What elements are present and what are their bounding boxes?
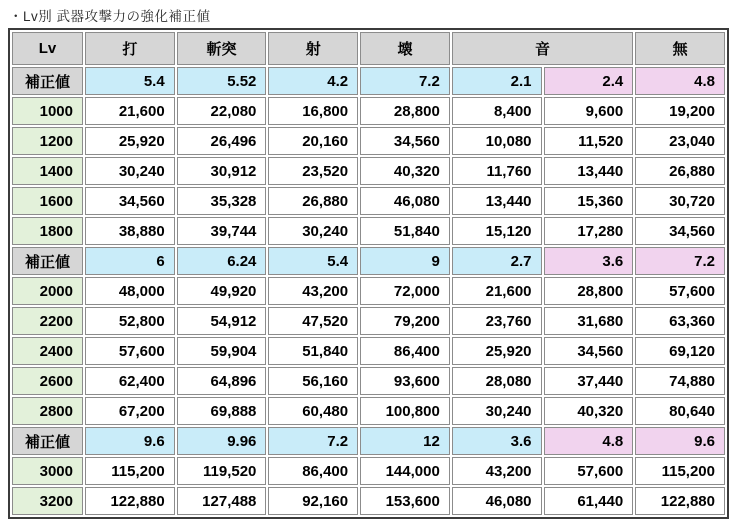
value-cell: 28,080 [452,367,542,395]
lv-cell: 3000 [12,457,83,485]
hosei-value: 5.4 [85,67,175,95]
value-cell: 34,560 [544,337,634,365]
table-row [12,397,725,425]
table-row [12,487,725,515]
hosei-value: 9.6 [635,427,725,455]
value-cell: 61,440 [544,487,634,515]
value-cell: 115,200 [635,457,725,485]
value-cell: 115,200 [85,457,175,485]
value-cell: 30,240 [85,157,175,185]
value-cell: 23,040 [635,127,725,155]
value-cell: 21,600 [85,97,175,125]
hosei-value: 2.7 [452,247,542,275]
hosei-value: 7.2 [268,427,358,455]
table-row [12,307,725,335]
table-row [12,187,725,215]
value-cell: 20,160 [268,127,358,155]
value-cell: 9,600 [544,97,634,125]
value-cell: 21,600 [452,277,542,305]
hosei-value: 4.2 [268,67,358,95]
table-row [12,97,725,125]
value-cell: 34,560 [635,217,725,245]
lv-cell: 1000 [12,97,83,125]
hosei-value: 9.96 [177,427,267,455]
header-break: 壊 [360,32,450,65]
value-cell: 35,328 [177,187,267,215]
value-cell: 64,896 [177,367,267,395]
page-title: ・Lv別 武器攻撃力の強化補正値 [9,9,211,24]
header-shoot: 射 [268,32,358,65]
table-row [12,277,725,305]
value-cell: 40,320 [360,157,450,185]
value-cell: 22,080 [177,97,267,125]
enhancement-table [8,28,729,519]
value-cell: 28,800 [360,97,450,125]
value-cell: 51,840 [360,217,450,245]
value-cell: 57,600 [635,277,725,305]
hosei-value: 6 [85,247,175,275]
hosei-value: 12 [360,427,450,455]
value-cell: 23,520 [268,157,358,185]
table-row [12,157,725,185]
value-cell: 100,800 [360,397,450,425]
value-cell: 80,640 [635,397,725,425]
hosei-value: 5.4 [268,247,358,275]
value-cell: 47,520 [268,307,358,335]
hosei-value: 2.4 [544,67,634,95]
value-cell: 40,320 [544,397,634,425]
lv-cell: 2200 [12,307,83,335]
value-cell: 31,680 [544,307,634,335]
value-cell: 153,600 [360,487,450,515]
value-cell: 144,000 [360,457,450,485]
value-cell: 69,888 [177,397,267,425]
value-cell: 34,560 [85,187,175,215]
hosei-label: 補正値 [12,247,83,275]
value-cell: 11,520 [544,127,634,155]
value-cell: 26,880 [635,157,725,185]
value-cell: 86,400 [268,457,358,485]
value-cell: 49,920 [177,277,267,305]
value-cell: 92,160 [268,487,358,515]
hosei-value: 2.1 [452,67,542,95]
value-cell: 48,000 [85,277,175,305]
value-cell: 15,120 [452,217,542,245]
value-cell: 15,360 [544,187,634,215]
value-cell: 19,200 [635,97,725,125]
hosei-value: 9 [360,247,450,275]
value-cell: 122,880 [85,487,175,515]
value-cell: 30,912 [177,157,267,185]
header-sound: 音 [452,32,633,65]
value-cell: 54,912 [177,307,267,335]
lv-cell: 1600 [12,187,83,215]
hosei-value: 4.8 [635,67,725,95]
value-cell: 119,520 [177,457,267,485]
lv-cell: 2800 [12,397,83,425]
value-cell: 13,440 [452,187,542,215]
hosei-row [12,247,725,275]
value-cell: 56,160 [268,367,358,395]
value-cell: 8,400 [452,97,542,125]
value-cell: 23,760 [452,307,542,335]
value-cell: 62,400 [85,367,175,395]
hosei-label: 補正値 [12,67,83,95]
table-row [12,337,725,365]
hosei-value: 5.52 [177,67,267,95]
value-cell: 63,360 [635,307,725,335]
value-cell: 43,200 [452,457,542,485]
value-cell: 74,880 [635,367,725,395]
page [0,5,736,519]
value-cell: 122,880 [635,487,725,515]
hosei-value: 9.6 [85,427,175,455]
value-cell: 52,800 [85,307,175,335]
hosei-label: 補正値 [12,427,83,455]
hosei-value: 3.6 [544,247,634,275]
value-cell: 13,440 [544,157,634,185]
lv-cell: 2600 [12,367,83,395]
table-row [12,457,725,485]
value-cell: 17,280 [544,217,634,245]
value-cell: 46,080 [452,487,542,515]
lv-cell: 3200 [12,487,83,515]
header-strike: 打 [85,32,175,65]
hosei-value: 7.2 [635,247,725,275]
value-cell: 30,240 [268,217,358,245]
header-none: 無 [635,32,725,65]
value-cell: 127,488 [177,487,267,515]
hosei-row [12,427,725,455]
value-cell: 34,560 [360,127,450,155]
value-cell: 26,880 [268,187,358,215]
value-cell: 59,904 [177,337,267,365]
value-cell: 86,400 [360,337,450,365]
lv-cell: 2000 [12,277,83,305]
value-cell: 38,880 [85,217,175,245]
value-cell: 93,600 [360,367,450,395]
header-row [12,32,725,65]
value-cell: 51,840 [268,337,358,365]
value-cell: 69,120 [635,337,725,365]
lv-cell: 1800 [12,217,83,245]
hosei-value: 3.6 [452,427,542,455]
hosei-value: 6.24 [177,247,267,275]
header-lv: Lv [12,32,83,65]
value-cell: 25,920 [452,337,542,365]
value-cell: 10,080 [452,127,542,155]
value-cell: 37,440 [544,367,634,395]
value-cell: 43,200 [268,277,358,305]
value-cell: 25,920 [85,127,175,155]
value-cell: 57,600 [544,457,634,485]
value-cell: 16,800 [268,97,358,125]
value-cell: 60,480 [268,397,358,425]
value-cell: 11,760 [452,157,542,185]
table-row [12,217,725,245]
lv-cell: 2400 [12,337,83,365]
lv-cell: 1200 [12,127,83,155]
table-row [12,367,725,395]
value-cell: 26,496 [177,127,267,155]
table-row [12,127,725,155]
table-body [12,67,725,515]
hosei-row [12,67,725,95]
value-cell: 46,080 [360,187,450,215]
value-cell: 67,200 [85,397,175,425]
value-cell: 30,240 [452,397,542,425]
value-cell: 57,600 [85,337,175,365]
header-slash-thrust: 斬突 [177,32,267,65]
value-cell: 28,800 [544,277,634,305]
hosei-value: 4.8 [544,427,634,455]
hosei-value: 7.2 [360,67,450,95]
value-cell: 72,000 [360,277,450,305]
value-cell: 39,744 [177,217,267,245]
value-cell: 30,720 [635,187,725,215]
lv-cell: 1400 [12,157,83,185]
value-cell: 79,200 [360,307,450,335]
